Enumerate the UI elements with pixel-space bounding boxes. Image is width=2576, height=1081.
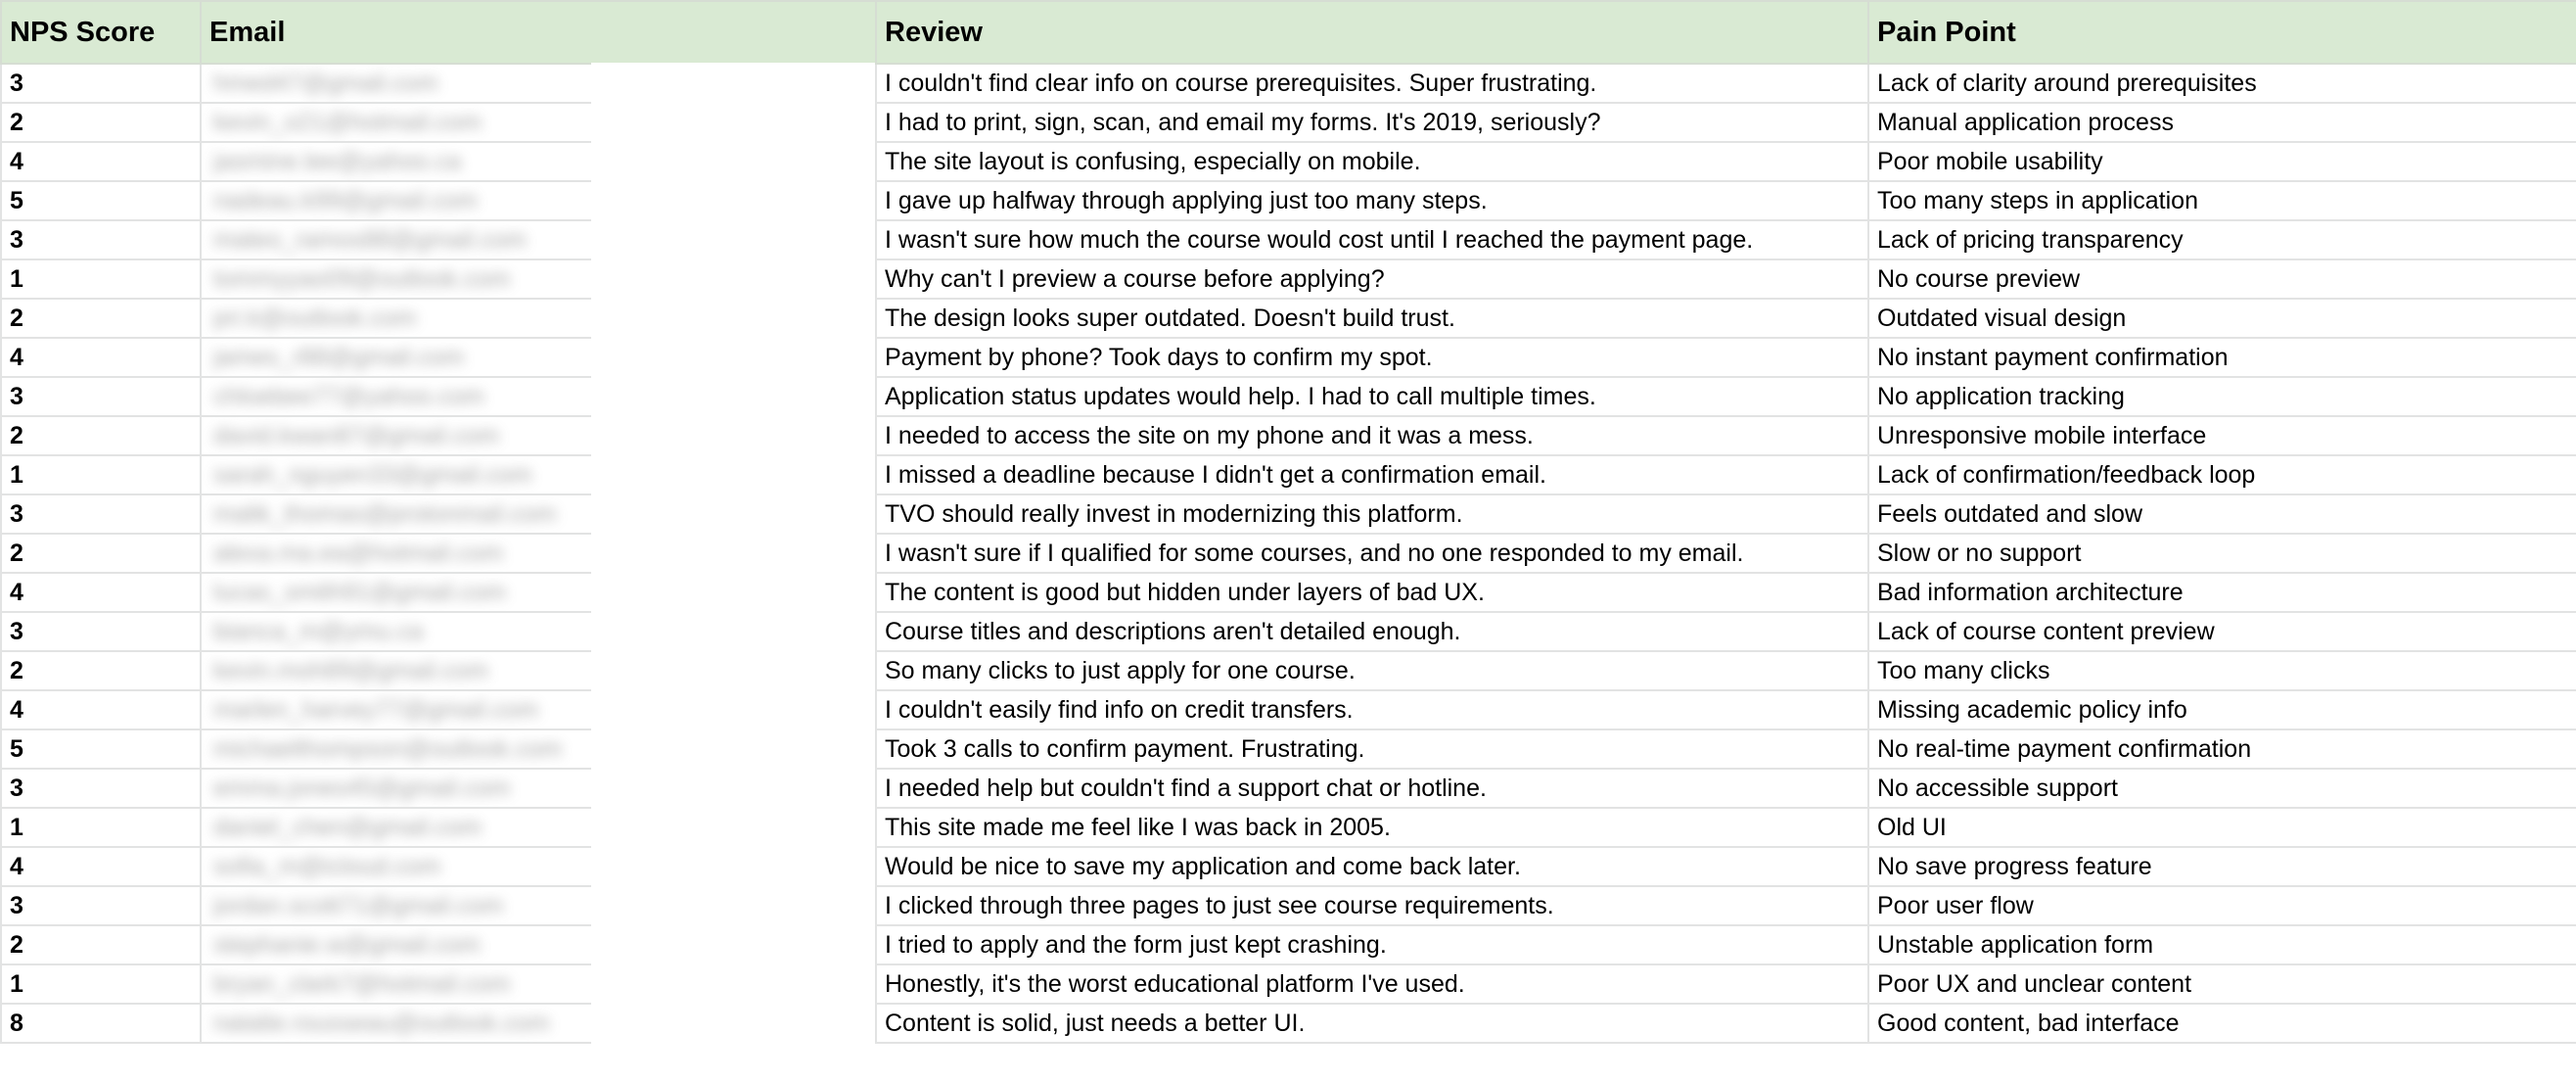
- review-cell[interactable]: I needed help but couldn't find a support chat or hotline.: [876, 769, 1868, 808]
- review-cell[interactable]: I wasn't sure if I qualified for some courses, and no one responded to my email.: [876, 534, 1868, 573]
- pain-point-cell[interactable]: No instant payment confirmation: [1868, 338, 2576, 377]
- table-row: [1, 690, 2576, 729]
- redacted-email-text: alexa.ma.ea@hotmail.com: [213, 540, 504, 567]
- table-row: [1, 377, 2576, 416]
- redacted-email-text: hmed47@gmail.com: [213, 70, 438, 97]
- review-cell[interactable]: So many clicks to just apply for one course.: [876, 651, 1868, 690]
- review-cell[interactable]: The site layout is confusing, especially on mobile.: [876, 142, 1868, 181]
- review-cell[interactable]: I tried to apply and the form just kept crashing.: [876, 925, 1868, 964]
- nps-score-cell[interactable]: 3: [1, 612, 201, 651]
- table-row: [1, 729, 2576, 769]
- email-cell[interactable]: [201, 1004, 876, 1043]
- table-body: [1, 64, 2576, 1043]
- redacted-email-text: bryan_clark7@hotmail.com: [213, 970, 511, 998]
- redacted-email-text: pri.k@outlook.com: [213, 305, 417, 332]
- review-cell[interactable]: I gave up halfway through applying just too many steps.: [876, 181, 1868, 220]
- nps-score-cell[interactable]: 2: [1, 925, 201, 964]
- email-cell[interactable]: [201, 259, 876, 299]
- nps-score-cell[interactable]: 1: [1, 964, 201, 1004]
- nps-score-cell[interactable]: 2: [1, 651, 201, 690]
- email-cell[interactable]: [201, 729, 876, 769]
- review-cell[interactable]: I wasn't sure how much the course would cost until I reached the payment page.: [876, 220, 1868, 259]
- table-row: [1, 925, 2576, 964]
- table-row: [1, 573, 2576, 612]
- nps-score-cell[interactable]: 4: [1, 847, 201, 886]
- nps-score-cell[interactable]: 4: [1, 338, 201, 377]
- nps-score-cell[interactable]: 2: [1, 416, 201, 455]
- redacted-email-text: sofia_m@icloud.com: [213, 853, 441, 880]
- nps-score-cell[interactable]: 1: [1, 455, 201, 494]
- nps-score-cell[interactable]: 3: [1, 886, 201, 925]
- pain-point-cell[interactable]: Poor UX and unclear content: [1868, 964, 2576, 1004]
- nps-score-cell[interactable]: 3: [1, 64, 201, 103]
- review-cell[interactable]: TVO should really invest in modernizing this platform.: [876, 494, 1868, 534]
- nps-score-cell[interactable]: 3: [1, 377, 201, 416]
- table-row: [1, 181, 2576, 220]
- table-row: [1, 142, 2576, 181]
- redacted-email-text: kevin.moh89@gmail.com: [213, 657, 489, 684]
- nps-score-cell[interactable]: 2: [1, 534, 201, 573]
- nps-score-cell[interactable]: 4: [1, 573, 201, 612]
- pain-point-cell[interactable]: No course preview: [1868, 259, 2576, 299]
- review-cell[interactable]: Course titles and descriptions aren't detailed enough.: [876, 612, 1868, 651]
- redacted-email-text: emma.jones45@gmail.com: [213, 775, 511, 802]
- review-cell[interactable]: I had to print, sign, scan, and email my forms. It's 2019, seriously?: [876, 103, 1868, 142]
- review-cell[interactable]: I needed to access the site on my phone and it was a mess.: [876, 416, 1868, 455]
- table-row: [1, 651, 2576, 690]
- table-row: [1, 847, 2576, 886]
- review-cell[interactable]: Payment by phone? Took days to confirm my spot.: [876, 338, 1868, 377]
- pain-point-cell[interactable]: Good content, bad interface: [1868, 1004, 2576, 1043]
- nps-score-cell[interactable]: 5: [1, 729, 201, 769]
- redacted-email-text: jasmine.lee@yahoo.ca: [213, 148, 462, 175]
- table-row: [1, 534, 2576, 573]
- nps-score-cell[interactable]: 8: [1, 1004, 201, 1043]
- redacted-email-text: daniel_chen@gmail.com: [213, 814, 483, 841]
- redacted-email-text: nadeau.k99@gmail.com: [213, 187, 478, 214]
- review-cell[interactable]: Content is solid, just needs a better UI.: [876, 1004, 1868, 1043]
- email-cell[interactable]: [201, 925, 876, 964]
- pain-point-cell[interactable]: Lack of clarity around prerequisites: [1868, 64, 2576, 103]
- table-row: [1, 808, 2576, 847]
- email-cell[interactable]: [201, 142, 876, 181]
- review-cell[interactable]: The design looks super outdated. Doesn't build trust.: [876, 299, 1868, 338]
- nps-score-cell[interactable]: 4: [1, 690, 201, 729]
- header-review[interactable]: Review: [876, 1, 1868, 64]
- pain-point-cell[interactable]: Poor user flow: [1868, 886, 2576, 925]
- review-cell[interactable]: Application status updates would help. I had to call multiple times.: [876, 377, 1868, 416]
- header-nps-score[interactable]: NPS Score: [1, 1, 201, 64]
- email-cell[interactable]: [201, 573, 876, 612]
- email-cell[interactable]: [201, 103, 876, 142]
- email-cell[interactable]: [201, 808, 876, 847]
- pain-point-cell[interactable]: Unstable application form: [1868, 925, 2576, 964]
- email-cell[interactable]: [201, 612, 876, 651]
- email-cell[interactable]: [201, 416, 876, 455]
- pain-point-cell[interactable]: Bad information architecture: [1868, 573, 2576, 612]
- review-cell[interactable]: I clicked through three pages to just see course requirements.: [876, 886, 1868, 925]
- nps-score-cell[interactable]: 2: [1, 299, 201, 338]
- redacted-email-text: james_r88@gmail.com: [213, 344, 465, 371]
- redacted-email-text: malik_thomas@protonmail.com: [213, 500, 557, 528]
- email-cell[interactable]: [201, 769, 876, 808]
- redacted-email-text: lucas_smith91@gmail.com: [213, 579, 507, 606]
- table-row: [1, 1004, 2576, 1043]
- email-cell[interactable]: [201, 534, 876, 573]
- pain-point-cell[interactable]: Slow or no support: [1868, 534, 2576, 573]
- redacted-email-text: michaelthompson@outlook.com: [213, 735, 563, 763]
- pain-point-cell[interactable]: No application tracking: [1868, 377, 2576, 416]
- nps-score-cell[interactable]: 1: [1, 259, 201, 299]
- nps-score-cell[interactable]: 5: [1, 181, 201, 220]
- pain-point-cell[interactable]: Manual application process: [1868, 103, 2576, 142]
- redacted-email-text: marlen_harvey77@gmail.com: [213, 696, 539, 724]
- email-cell[interactable]: [201, 690, 876, 729]
- review-cell[interactable]: The content is good but hidden under layers of bad UX.: [876, 573, 1868, 612]
- redacted-email-text: kevin_o21@hotmail.com: [213, 109, 483, 136]
- table-row: [1, 886, 2576, 925]
- table-row: [1, 769, 2576, 808]
- email-cell[interactable]: [201, 181, 876, 220]
- redacted-email-text: stephanie.w@gmail.com: [213, 931, 481, 959]
- pain-point-cell[interactable]: Old UI: [1868, 808, 2576, 847]
- table-row: [1, 964, 2576, 1004]
- email-cell[interactable]: [201, 338, 876, 377]
- pain-point-cell[interactable]: No save progress feature: [1868, 847, 2576, 886]
- header-email[interactable]: Email: [201, 1, 876, 64]
- email-cell[interactable]: [201, 651, 876, 690]
- redacted-email-text: natalie.rousseau@outlook.com: [213, 1010, 550, 1037]
- pain-point-cell[interactable]: Outdated visual design: [1868, 299, 2576, 338]
- review-cell[interactable]: I couldn't find clear info on course prerequisites. Super frustrating.: [876, 64, 1868, 103]
- review-cell[interactable]: Took 3 calls to confirm payment. Frustrating.: [876, 729, 1868, 769]
- pain-point-cell[interactable]: No real-time payment confirmation: [1868, 729, 2576, 769]
- pain-point-cell[interactable]: Lack of course content preview: [1868, 612, 2576, 651]
- email-cell[interactable]: [201, 494, 876, 534]
- redacted-email-text: chloebee77@yahoo.com: [213, 383, 484, 410]
- pain-point-cell[interactable]: Poor mobile usability: [1868, 142, 2576, 181]
- pain-point-cell[interactable]: Unresponsive mobile interface: [1868, 416, 2576, 455]
- table-row: [1, 612, 2576, 651]
- table-row: [1, 259, 2576, 299]
- email-cell[interactable]: [201, 220, 876, 259]
- nps-score-cell[interactable]: 3: [1, 769, 201, 808]
- table-row: [1, 494, 2576, 534]
- review-cell[interactable]: Why can't I preview a course before applying?: [876, 259, 1868, 299]
- email-cell[interactable]: [201, 64, 876, 103]
- redacted-email-text: jordan.scott71@gmail.com: [213, 892, 504, 919]
- redacted-email-text: mateo_ramos88@gmail.com: [213, 226, 527, 254]
- email-cell[interactable]: [201, 964, 876, 1004]
- pain-point-cell[interactable]: Lack of confirmation/feedback loop: [1868, 455, 2576, 494]
- email-cell[interactable]: [201, 886, 876, 925]
- redacted-email-text: sarah_nguyen33@gmail.com: [213, 461, 532, 489]
- review-cell[interactable]: This site made me feel like I was back in 2005.: [876, 808, 1868, 847]
- pain-point-cell[interactable]: No accessible support: [1868, 769, 2576, 808]
- review-cell[interactable]: Would be nice to save my application and come back later.: [876, 847, 1868, 886]
- header-row: [1, 1, 2576, 64]
- review-cell[interactable]: Honestly, it's the worst educational platform I've used.: [876, 964, 1868, 1004]
- nps-score-cell[interactable]: 4: [1, 142, 201, 181]
- table-row: [1, 416, 2576, 455]
- pain-point-cell[interactable]: Missing academic policy info: [1868, 690, 2576, 729]
- review-cell[interactable]: I missed a deadline because I didn't get a confirmation email.: [876, 455, 1868, 494]
- table-row: [1, 220, 2576, 259]
- pain-point-cell[interactable]: Too many clicks: [1868, 651, 2576, 690]
- nps-score-cell[interactable]: 3: [1, 220, 201, 259]
- pain-point-cell[interactable]: Feels outdated and slow: [1868, 494, 2576, 534]
- table-row: [1, 455, 2576, 494]
- redacted-email-text: david.kwan87@gmail.com: [213, 422, 500, 449]
- table-row: [1, 338, 2576, 377]
- nps-score-cell[interactable]: 1: [1, 808, 201, 847]
- review-cell[interactable]: I couldn't easily find info on credit transfers.: [876, 690, 1868, 729]
- redacted-email-text: tommyyao09@outlook.com: [213, 265, 511, 293]
- pain-point-cell[interactable]: Lack of pricing transparency: [1868, 220, 2576, 259]
- email-cell[interactable]: [201, 299, 876, 338]
- pain-point-cell[interactable]: Too many steps in application: [1868, 181, 2576, 220]
- email-cell[interactable]: [201, 455, 876, 494]
- email-cell[interactable]: [201, 847, 876, 886]
- table-row: [1, 299, 2576, 338]
- table-row: [1, 103, 2576, 142]
- table-row: [1, 64, 2576, 103]
- email-cell[interactable]: [201, 377, 876, 416]
- nps-score-cell[interactable]: 2: [1, 103, 201, 142]
- redacted-email-text: bianca_m@ymu.ca: [213, 618, 424, 645]
- header-pain-point[interactable]: Pain Point: [1868, 1, 2576, 64]
- nps-score-cell[interactable]: 3: [1, 494, 201, 534]
